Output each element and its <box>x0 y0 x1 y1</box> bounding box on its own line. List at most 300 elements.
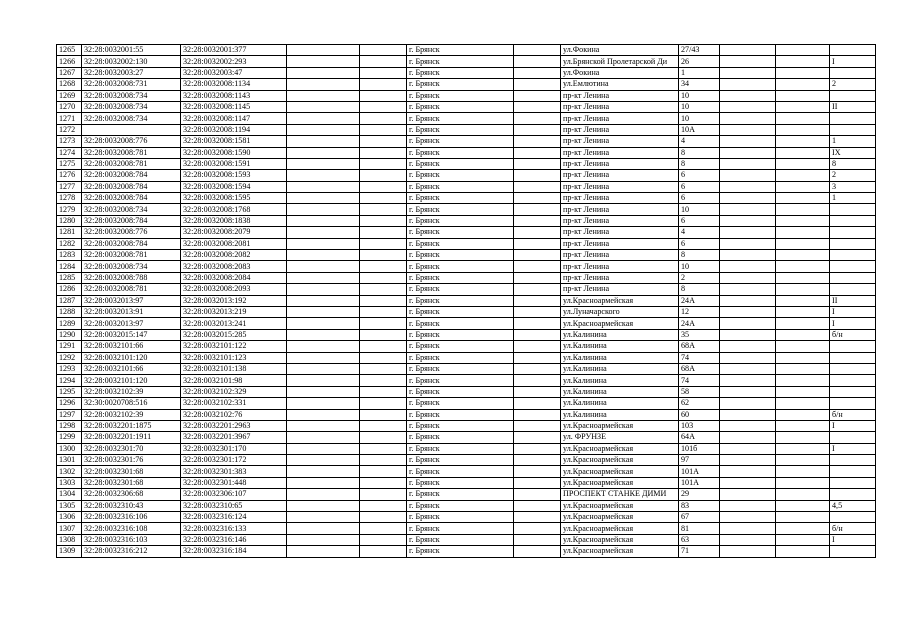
cell-col-4 <box>287 546 360 557</box>
cell-col-7 <box>514 170 561 181</box>
cell-premises-number: б/н <box>830 409 876 420</box>
cell-col-5 <box>360 512 407 523</box>
cell-street: пр-кт Ленина <box>561 272 679 283</box>
cell-land-cadastral-number: 32:30:0020708:516 <box>82 398 181 409</box>
cell-col-10 <box>720 546 776 557</box>
cell-street: ул.Красноармейская <box>561 523 679 534</box>
cell-premises-number: 1 <box>830 136 876 147</box>
cell-land-cadastral-number: 32:28:0032301:68 <box>82 466 181 477</box>
cell-city: г. Брянск <box>407 512 514 523</box>
cell-col-7 <box>514 375 561 386</box>
cell-col-10 <box>720 534 776 545</box>
table-row <box>57 56 876 67</box>
cell-city: г. Брянск <box>407 329 514 340</box>
table-row <box>57 386 876 397</box>
cell-col-7 <box>514 500 561 511</box>
table-row <box>57 158 876 169</box>
cell-city: г. Брянск <box>407 455 514 466</box>
cell-house-number: 68А <box>679 341 720 352</box>
cell-col-4 <box>287 227 360 238</box>
table-row <box>57 318 876 329</box>
cell-land-cadastral-number: 32:28:0032008:776 <box>82 136 181 147</box>
cell-col-10 <box>720 329 776 340</box>
cell-col-4 <box>287 318 360 329</box>
cell-col-7 <box>514 238 561 249</box>
cell-street: пр-кт Ленина <box>561 238 679 249</box>
cell-object-cadastral-number: 32:28:0032013:192 <box>181 295 287 306</box>
cell-col-11 <box>776 318 830 329</box>
cell-land-cadastral-number: 32:28:0032008:734 <box>82 261 181 272</box>
cell-premises-number: I <box>830 306 876 317</box>
cell-street: ул.Красноармейская <box>561 500 679 511</box>
cell-object-cadastral-number: 32:28:0032008:2079 <box>181 227 287 238</box>
cell-col-5 <box>360 523 407 534</box>
cell-col-11 <box>776 227 830 238</box>
cell-col-11 <box>776 261 830 272</box>
cell-col-11 <box>776 523 830 534</box>
cell-city: г. Брянск <box>407 113 514 124</box>
table-row <box>57 443 876 454</box>
cell-col-11 <box>776 204 830 215</box>
table-row <box>57 193 876 204</box>
cell-object-cadastral-number: 32:28:0032008:1595 <box>181 193 287 204</box>
cell-col-10 <box>720 398 776 409</box>
cell-row-number: 1279 <box>57 204 82 215</box>
cell-col-5 <box>360 500 407 511</box>
cell-row-number: 1301 <box>57 455 82 466</box>
cell-premises-number <box>830 489 876 500</box>
cell-col-7 <box>514 147 561 158</box>
cell-col-4 <box>287 56 360 67</box>
cell-row-number: 1299 <box>57 432 82 443</box>
cell-street: ул.Красноармейская <box>561 477 679 488</box>
cell-object-cadastral-number: 32:28:0032101:98 <box>181 375 287 386</box>
cell-land-cadastral-number: 32:28:0032316:212 <box>82 546 181 557</box>
cell-col-11 <box>776 101 830 112</box>
cell-col-4 <box>287 67 360 78</box>
cell-object-cadastral-number: 32:28:0032316:184 <box>181 546 287 557</box>
cell-col-4 <box>287 489 360 500</box>
cell-land-cadastral-number: 32:28:0032301:68 <box>82 477 181 488</box>
cell-col-4 <box>287 477 360 488</box>
cell-col-4 <box>287 90 360 101</box>
cell-col-5 <box>360 136 407 147</box>
cell-premises-number: 4,5 <box>830 500 876 511</box>
cell-premises-number: 3 <box>830 181 876 192</box>
cell-land-cadastral-number: 32:28:0032306:68 <box>82 489 181 500</box>
cell-premises-number <box>830 124 876 135</box>
cell-col-11 <box>776 272 830 283</box>
cell-city: г. Брянск <box>407 500 514 511</box>
cell-house-number: 10А <box>679 124 720 135</box>
table-row <box>57 215 876 226</box>
table-row <box>57 136 876 147</box>
table-row <box>57 363 876 374</box>
table-row <box>57 466 876 477</box>
cell-city: г. Брянск <box>407 181 514 192</box>
cell-col-7 <box>514 489 561 500</box>
cell-col-4 <box>287 193 360 204</box>
table-row <box>57 295 876 306</box>
cell-col-11 <box>776 534 830 545</box>
cell-col-5 <box>360 227 407 238</box>
cell-col-4 <box>287 124 360 135</box>
cell-street: ул.Красноармейская <box>561 420 679 431</box>
cell-land-cadastral-number: 32:28:0032008:781 <box>82 158 181 169</box>
cell-col-4 <box>287 250 360 261</box>
cell-object-cadastral-number: 32:28:0032013:219 <box>181 306 287 317</box>
cell-col-5 <box>360 158 407 169</box>
cell-house-number: 71 <box>679 546 720 557</box>
cell-col-7 <box>514 272 561 283</box>
cell-premises-number <box>830 113 876 124</box>
cell-land-cadastral-number: 32:28:0032008:734 <box>82 90 181 101</box>
cell-col-10 <box>720 352 776 363</box>
cell-col-4 <box>287 136 360 147</box>
cell-col-10 <box>720 215 776 226</box>
cell-row-number: 1302 <box>57 466 82 477</box>
cell-land-cadastral-number: 32:28:0032316:106 <box>82 512 181 523</box>
cell-row-number: 1287 <box>57 295 82 306</box>
table-row <box>57 90 876 101</box>
cell-object-cadastral-number: 32:28:0032301:172 <box>181 455 287 466</box>
cell-col-10 <box>720 523 776 534</box>
cell-land-cadastral-number: 32:28:0032008:781 <box>82 250 181 261</box>
table-row <box>57 477 876 488</box>
cell-premises-number <box>830 261 876 272</box>
cell-col-10 <box>720 341 776 352</box>
cell-col-10 <box>720 193 776 204</box>
table-row <box>57 432 876 443</box>
cell-object-cadastral-number: 32:28:0032001:377 <box>181 45 287 56</box>
cell-premises-number: 8 <box>830 158 876 169</box>
cell-col-7 <box>514 181 561 192</box>
cell-land-cadastral-number: 32:28:0032008:788 <box>82 272 181 283</box>
cell-col-11 <box>776 215 830 226</box>
cell-col-5 <box>360 420 407 431</box>
cell-house-number: 68А <box>679 363 720 374</box>
cell-row-number: 1284 <box>57 261 82 272</box>
table-row <box>57 101 876 112</box>
cell-col-5 <box>360 386 407 397</box>
cell-object-cadastral-number: 32:28:0032008:1594 <box>181 181 287 192</box>
cell-city: г. Брянск <box>407 272 514 283</box>
cell-col-11 <box>776 45 830 56</box>
cell-object-cadastral-number: 32:28:0032008:1134 <box>181 79 287 90</box>
cell-object-cadastral-number: 32:28:0032101:123 <box>181 352 287 363</box>
cell-col-5 <box>360 284 407 295</box>
cell-city: г. Брянск <box>407 523 514 534</box>
cell-col-7 <box>514 250 561 261</box>
cell-city: г. Брянск <box>407 420 514 431</box>
cell-col-10 <box>720 306 776 317</box>
cell-premises-number: 2 <box>830 79 876 90</box>
cell-col-7 <box>514 215 561 226</box>
cell-col-4 <box>287 306 360 317</box>
cell-city: г. Брянск <box>407 204 514 215</box>
cell-col-5 <box>360 147 407 158</box>
cell-col-5 <box>360 409 407 420</box>
cell-street: ул.Калинина <box>561 409 679 420</box>
cell-land-cadastral-number: 32:28:0032008:784 <box>82 215 181 226</box>
cell-street: ул.Калинина <box>561 352 679 363</box>
cell-col-10 <box>720 147 776 158</box>
table-row <box>57 45 876 56</box>
cell-row-number: 1269 <box>57 90 82 101</box>
cell-land-cadastral-number: 32:28:0032001:55 <box>82 45 181 56</box>
cell-col-11 <box>776 546 830 557</box>
cell-land-cadastral-number: 32:28:0032013:97 <box>82 295 181 306</box>
table-row <box>57 534 876 545</box>
cell-col-7 <box>514 158 561 169</box>
cell-city: г. Брянск <box>407 45 514 56</box>
cell-premises-number <box>830 352 876 363</box>
cell-col-10 <box>720 420 776 431</box>
cell-row-number: 1277 <box>57 181 82 192</box>
table-row <box>57 250 876 261</box>
cell-col-4 <box>287 466 360 477</box>
table-row <box>57 227 876 238</box>
cell-house-number: 74 <box>679 375 720 386</box>
cell-street: ул.Калинина <box>561 329 679 340</box>
cell-col-4 <box>287 181 360 192</box>
cell-col-4 <box>287 443 360 454</box>
cell-premises-number <box>830 341 876 352</box>
cell-col-7 <box>514 386 561 397</box>
cell-premises-number: I <box>830 534 876 545</box>
cell-row-number: 1278 <box>57 193 82 204</box>
cell-col-10 <box>720 79 776 90</box>
cell-col-11 <box>776 158 830 169</box>
cell-street: пр-кт Ленина <box>561 113 679 124</box>
cell-col-7 <box>514 295 561 306</box>
cell-object-cadastral-number: 32:28:0032008:2093 <box>181 284 287 295</box>
cell-col-7 <box>514 306 561 317</box>
cell-col-5 <box>360 124 407 135</box>
cell-house-number: 101б <box>679 443 720 454</box>
table-row <box>57 420 876 431</box>
cell-land-cadastral-number: 32:28:0032008:784 <box>82 170 181 181</box>
cell-col-7 <box>514 227 561 238</box>
cell-street: ул.Красноармейская <box>561 534 679 545</box>
cell-row-number: 1273 <box>57 136 82 147</box>
cell-city: г. Брянск <box>407 318 514 329</box>
cell-street: ул. ФРУНЗЕ <box>561 432 679 443</box>
cell-col-10 <box>720 432 776 443</box>
cell-row-number: 1266 <box>57 56 82 67</box>
cell-col-5 <box>360 272 407 283</box>
cell-row-number: 1281 <box>57 227 82 238</box>
cell-row-number: 1285 <box>57 272 82 283</box>
cell-col-4 <box>287 79 360 90</box>
cell-land-cadastral-number: 32:28:0032101:120 <box>82 375 181 386</box>
cell-col-4 <box>287 386 360 397</box>
cell-house-number: 10 <box>679 204 720 215</box>
cell-col-7 <box>514 318 561 329</box>
cell-house-number: 10 <box>679 113 720 124</box>
cell-col-11 <box>776 352 830 363</box>
cell-col-5 <box>360 250 407 261</box>
cell-row-number: 1293 <box>57 363 82 374</box>
cell-city: г. Брянск <box>407 227 514 238</box>
cell-col-7 <box>514 90 561 101</box>
cell-col-4 <box>287 284 360 295</box>
cell-row-number: 1272 <box>57 124 82 135</box>
cell-land-cadastral-number: 32:28:0032008:734 <box>82 101 181 112</box>
cell-premises-number <box>830 477 876 488</box>
cell-col-4 <box>287 295 360 306</box>
cell-land-cadastral-number: 32:28:0032101:66 <box>82 341 181 352</box>
cell-col-11 <box>776 398 830 409</box>
cell-col-10 <box>720 250 776 261</box>
cell-city: г. Брянск <box>407 79 514 90</box>
cell-col-7 <box>514 466 561 477</box>
cell-object-cadastral-number: 32:28:0032008:1581 <box>181 136 287 147</box>
cell-city: г. Брянск <box>407 67 514 78</box>
cell-land-cadastral-number: 32:28:0032102:39 <box>82 409 181 420</box>
cell-col-10 <box>720 227 776 238</box>
cell-land-cadastral-number: 32:28:0032101:66 <box>82 363 181 374</box>
cell-row-number: 1286 <box>57 284 82 295</box>
table-row <box>57 170 876 181</box>
cell-street: пр-кт Ленина <box>561 215 679 226</box>
cell-land-cadastral-number: 32:28:0032008:734 <box>82 113 181 124</box>
cell-premises-number: I <box>830 318 876 329</box>
cell-premises-number: IX <box>830 147 876 158</box>
cell-col-7 <box>514 124 561 135</box>
cell-city: г. Брянск <box>407 375 514 386</box>
cell-col-11 <box>776 409 830 420</box>
cell-col-4 <box>287 375 360 386</box>
cell-street: ул.Фокина <box>561 45 679 56</box>
cell-row-number: 1292 <box>57 352 82 363</box>
cell-row-number: 1309 <box>57 546 82 557</box>
cell-street: пр-кт Ленина <box>561 101 679 112</box>
cell-street: пр-кт Ленина <box>561 181 679 192</box>
cell-col-10 <box>720 512 776 523</box>
cell-col-5 <box>360 181 407 192</box>
cell-house-number: 10 <box>679 90 720 101</box>
cell-premises-number <box>830 45 876 56</box>
cell-premises-number <box>830 466 876 477</box>
cell-land-cadastral-number: 32:28:0032015:147 <box>82 329 181 340</box>
cell-col-10 <box>720 284 776 295</box>
cell-premises-number <box>830 512 876 523</box>
cell-land-cadastral-number: 32:28:0032201:1875 <box>82 420 181 431</box>
cell-col-4 <box>287 329 360 340</box>
cell-col-5 <box>360 90 407 101</box>
cell-house-number: 64А <box>679 432 720 443</box>
cell-col-5 <box>360 170 407 181</box>
cell-col-10 <box>720 295 776 306</box>
cell-street: ул.Красноармейская <box>561 318 679 329</box>
cell-street: ул.Фокина <box>561 67 679 78</box>
table-row <box>57 79 876 90</box>
table-row <box>57 147 876 158</box>
cell-col-10 <box>720 124 776 135</box>
cell-street: ул.Брянской Пролетарской Ди <box>561 56 679 67</box>
cell-object-cadastral-number: 32:28:0032002:293 <box>181 56 287 67</box>
cell-row-number: 1297 <box>57 409 82 420</box>
cell-house-number: 67 <box>679 512 720 523</box>
cell-land-cadastral-number: 32:28:0032102:39 <box>82 386 181 397</box>
registry-body <box>57 45 876 558</box>
cell-row-number: 1296 <box>57 398 82 409</box>
cell-col-5 <box>360 546 407 557</box>
cell-street: ул.Красноармейская <box>561 512 679 523</box>
cell-col-11 <box>776 170 830 181</box>
cell-col-7 <box>514 534 561 545</box>
cell-land-cadastral-number: 32:28:0032008:781 <box>82 147 181 158</box>
cell-land-cadastral-number: 32:28:0032008:784 <box>82 193 181 204</box>
cell-house-number: 1 <box>679 67 720 78</box>
cell-row-number: 1283 <box>57 250 82 261</box>
cell-col-5 <box>360 443 407 454</box>
cell-street: ул.Калинина <box>561 363 679 374</box>
cell-col-7 <box>514 432 561 443</box>
cell-house-number: 83 <box>679 500 720 511</box>
cell-city: г. Брянск <box>407 386 514 397</box>
cell-object-cadastral-number: 32:28:0032201:2963 <box>181 420 287 431</box>
cell-object-cadastral-number: 32:28:0032301:383 <box>181 466 287 477</box>
cell-col-5 <box>360 398 407 409</box>
cell-col-7 <box>514 329 561 340</box>
cell-row-number: 1294 <box>57 375 82 386</box>
cell-row-number: 1288 <box>57 306 82 317</box>
cell-col-4 <box>287 398 360 409</box>
cell-col-10 <box>720 113 776 124</box>
table-row <box>57 398 876 409</box>
cell-house-number: 12 <box>679 306 720 317</box>
cell-col-10 <box>720 181 776 192</box>
cell-col-5 <box>360 113 407 124</box>
cell-street: пр-кт Ленина <box>561 261 679 272</box>
cell-row-number: 1308 <box>57 534 82 545</box>
cell-col-7 <box>514 443 561 454</box>
cell-col-4 <box>287 420 360 431</box>
table-row <box>57 409 876 420</box>
cell-col-10 <box>720 375 776 386</box>
cell-col-10 <box>720 56 776 67</box>
cell-house-number: 8 <box>679 284 720 295</box>
cell-house-number: 74 <box>679 352 720 363</box>
cell-col-7 <box>514 398 561 409</box>
cell-col-4 <box>287 455 360 466</box>
cell-col-4 <box>287 432 360 443</box>
cell-col-10 <box>720 318 776 329</box>
cell-row-number: 1267 <box>57 67 82 78</box>
cell-col-11 <box>776 284 830 295</box>
cell-premises-number <box>830 398 876 409</box>
cell-city: г. Брянск <box>407 546 514 557</box>
cell-col-11 <box>776 466 830 477</box>
cell-object-cadastral-number: 32:28:0032015:285 <box>181 329 287 340</box>
cell-city: г. Брянск <box>407 170 514 181</box>
cell-col-4 <box>287 113 360 124</box>
cell-house-number: 29 <box>679 489 720 500</box>
cell-city: г. Брянск <box>407 56 514 67</box>
cell-col-10 <box>720 170 776 181</box>
cell-house-number: 6 <box>679 181 720 192</box>
cell-house-number: 97 <box>679 455 720 466</box>
cell-col-11 <box>776 113 830 124</box>
cell-col-4 <box>287 512 360 523</box>
cell-premises-number: I <box>830 443 876 454</box>
cell-street: пр-кт Ленина <box>561 158 679 169</box>
cell-col-11 <box>776 295 830 306</box>
cell-object-cadastral-number: 32:28:0032316:133 <box>181 523 287 534</box>
cell-col-5 <box>360 341 407 352</box>
